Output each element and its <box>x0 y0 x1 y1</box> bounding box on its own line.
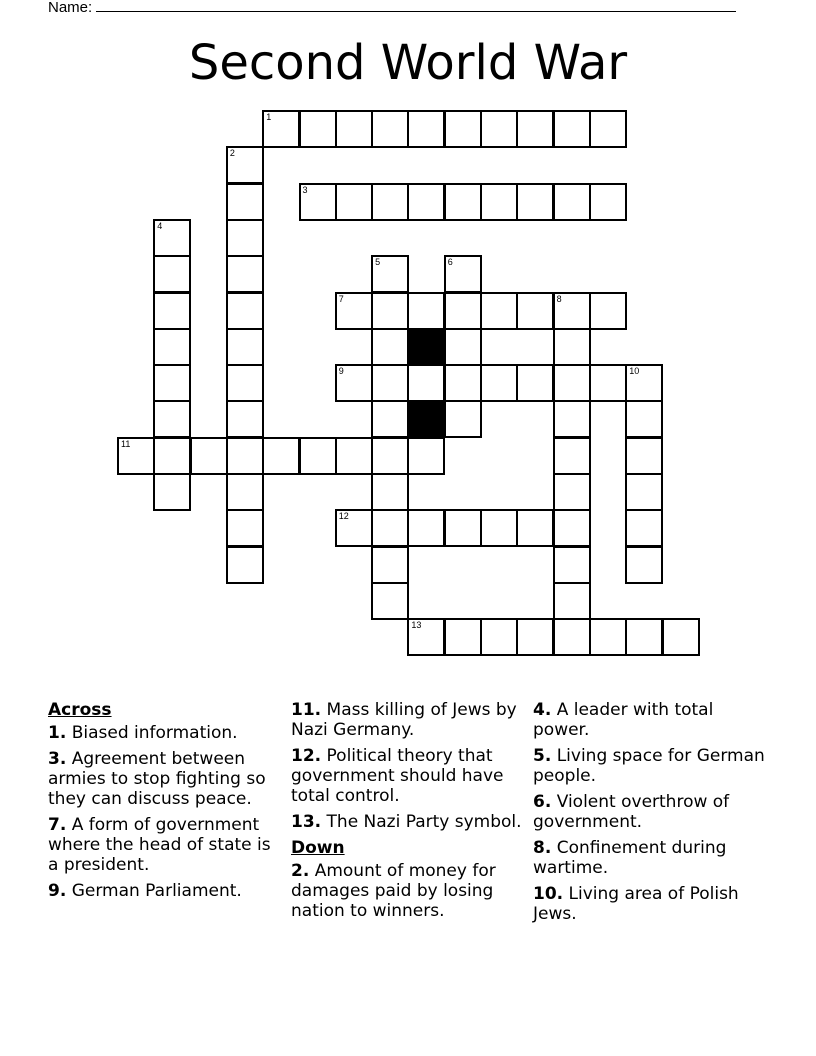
grid-cell[interactable] <box>371 364 409 402</box>
cell-number: 9 <box>338 366 344 377</box>
grid-cell[interactable] <box>553 546 591 584</box>
grid-cell[interactable] <box>153 473 191 511</box>
grid-cell[interactable] <box>553 328 591 366</box>
grid-cell[interactable] <box>335 292 373 330</box>
grid-cell[interactable] <box>153 400 191 438</box>
grid-cell[interactable] <box>444 255 482 293</box>
grid-cell[interactable] <box>480 364 518 402</box>
grid-cell[interactable] <box>553 400 591 438</box>
grid-cell[interactable] <box>480 183 518 221</box>
grid-cell[interactable] <box>153 328 191 366</box>
grid-cell[interactable] <box>444 328 482 366</box>
grid-cell[interactable] <box>371 255 409 293</box>
grid-cell[interactable] <box>553 582 591 620</box>
clue-down-10: 10. Living area of Polish Jews. <box>533 884 739 924</box>
grid-cell[interactable] <box>262 437 300 475</box>
grid-cell[interactable] <box>625 364 663 402</box>
cell-number: 5 <box>375 257 381 268</box>
grid-cell[interactable] <box>444 292 482 330</box>
clue-down-5: 5. Living space for German people. <box>533 746 765 786</box>
grid-cell[interactable] <box>625 437 663 475</box>
cell-number: 4 <box>157 220 163 231</box>
cell-number: 6 <box>447 257 453 268</box>
grid-cell[interactable] <box>407 110 445 148</box>
across-heading: Across <box>48 700 112 720</box>
grid-cell[interactable] <box>444 183 482 221</box>
grid-cell[interactable] <box>371 292 409 330</box>
grid-cell[interactable] <box>153 437 191 475</box>
grid-cell[interactable] <box>662 618 700 656</box>
clue-down-4: 4. A leader with total power. <box>533 700 714 740</box>
clue-across-7: 7. A form of government where the head of state is a president. <box>48 815 271 875</box>
black-cell <box>407 400 445 438</box>
grid-cell[interactable] <box>516 509 554 547</box>
grid-cell[interactable] <box>226 328 264 366</box>
grid-cell[interactable] <box>480 618 518 656</box>
grid-cell[interactable] <box>153 255 191 293</box>
grid-cell[interactable] <box>371 400 409 438</box>
grid-cell[interactable] <box>553 618 591 656</box>
grid-cell[interactable] <box>371 183 409 221</box>
clue-down-2: 2. Amount of money for damages paid by losing nation to winners. <box>291 861 496 921</box>
grid-cell[interactable] <box>226 364 264 402</box>
clue-across-11: 11. Mass killing of Jews by Nazi Germany. <box>291 700 517 740</box>
grid-cell[interactable] <box>625 400 663 438</box>
grid-cell[interactable] <box>516 292 554 330</box>
grid-cell[interactable] <box>117 437 155 475</box>
cell-number: 12 <box>338 511 349 522</box>
grid-cell[interactable] <box>153 219 191 257</box>
grid-cell[interactable] <box>371 582 409 620</box>
grid-cell[interactable] <box>371 509 409 547</box>
grid-cell[interactable] <box>226 292 264 330</box>
grid-cell[interactable] <box>553 183 591 221</box>
cell-number: 7 <box>338 293 344 304</box>
grid-cell[interactable] <box>589 618 627 656</box>
grid-cell[interactable] <box>553 473 591 511</box>
grid-cell[interactable] <box>262 110 300 148</box>
grid-cell[interactable] <box>589 110 627 148</box>
name-label: Name: <box>48 0 93 16</box>
cell-number: 2 <box>229 148 235 159</box>
clue-across-12: 12. Political theory that government should have total control. <box>291 746 504 806</box>
grid-cell[interactable] <box>371 110 409 148</box>
grid-cell[interactable] <box>335 509 373 547</box>
grid-cell[interactable] <box>444 400 482 438</box>
grid-cell[interactable] <box>299 183 337 221</box>
grid-cell[interactable] <box>226 473 264 511</box>
grid-cell[interactable] <box>625 509 663 547</box>
cell-number: 10 <box>629 366 640 377</box>
grid-cell[interactable] <box>153 292 191 330</box>
cell-number: 11 <box>121 438 131 449</box>
grid-cell[interactable] <box>444 618 482 656</box>
grid-cell[interactable] <box>480 110 518 148</box>
grid-cell[interactable] <box>335 110 373 148</box>
grid-cell[interactable] <box>299 110 337 148</box>
grid-cell[interactable] <box>226 437 264 475</box>
grid-cell[interactable] <box>444 110 482 148</box>
grid-cell[interactable] <box>299 437 337 475</box>
grid-cell[interactable] <box>226 255 264 293</box>
clue-down-8: 8. Confinement during wartime. <box>533 838 727 878</box>
grid-cell[interactable] <box>407 618 445 656</box>
grid-cell[interactable] <box>516 183 554 221</box>
grid-cell[interactable] <box>444 509 482 547</box>
grid-cell[interactable] <box>407 292 445 330</box>
grid-cell[interactable] <box>625 473 663 511</box>
grid-cell[interactable] <box>480 509 518 547</box>
grid-cell[interactable] <box>226 183 264 221</box>
grid-cell[interactable] <box>190 437 228 475</box>
grid-cell[interactable] <box>226 400 264 438</box>
grid-cell[interactable] <box>589 292 627 330</box>
clue-column-1 <box>48 700 284 907</box>
cell-number: 1 <box>266 112 272 122</box>
grid-cell[interactable] <box>553 509 591 547</box>
clue-column-3 <box>533 700 769 930</box>
down-heading: Down <box>291 838 345 858</box>
grid-cell[interactable] <box>516 618 554 656</box>
grid-cell[interactable] <box>226 546 264 584</box>
grid-cell[interactable] <box>335 183 373 221</box>
grid-cell[interactable] <box>407 437 445 475</box>
grid-cell[interactable] <box>371 473 409 511</box>
grid-cell[interactable] <box>516 110 554 148</box>
grid-cell[interactable] <box>335 364 373 402</box>
grid-cell[interactable] <box>153 364 191 402</box>
grid-cell[interactable] <box>589 364 627 402</box>
grid-cell[interactable] <box>407 183 445 221</box>
grid-cell[interactable] <box>625 546 663 584</box>
grid-cell[interactable] <box>444 364 482 402</box>
cell-number: 3 <box>302 184 308 195</box>
grid-cell[interactable] <box>335 437 373 475</box>
grid-cell[interactable] <box>407 364 445 402</box>
grid-cell[interactable] <box>371 437 409 475</box>
clue-down-6: 6. Violent overthrow of government. <box>533 792 730 832</box>
clue-across-9: 9. German Parliament. <box>48 881 242 901</box>
grid-cell[interactable] <box>516 364 554 402</box>
grid-cell[interactable] <box>553 110 591 148</box>
cell-number: 8 <box>556 293 562 304</box>
grid-cell[interactable] <box>589 183 627 221</box>
grid-cell[interactable] <box>371 328 409 366</box>
clue-across-3: 3. Agreement between armies to stop fighting so they can discuss peace. <box>48 749 266 809</box>
grid-cell[interactable] <box>480 292 518 330</box>
cell-number: 13 <box>411 620 422 631</box>
grid-cell[interactable] <box>625 618 663 656</box>
black-cell <box>407 328 445 366</box>
grid-cell[interactable] <box>371 546 409 584</box>
puzzle-title: Second World War <box>188 35 628 91</box>
clue-across-1: 1. Biased information. <box>48 723 238 743</box>
grid-cell[interactable] <box>407 509 445 547</box>
grid-cell[interactable] <box>553 437 591 475</box>
grid-cell[interactable] <box>226 146 264 184</box>
grid-cell[interactable] <box>553 292 591 330</box>
clue-across-13: 13. The Nazi Party symbol. <box>291 812 522 832</box>
grid-cell[interactable] <box>226 509 264 547</box>
grid-cell[interactable] <box>226 219 264 257</box>
clue-column-2 <box>291 700 527 927</box>
grid-cell[interactable] <box>553 364 591 402</box>
